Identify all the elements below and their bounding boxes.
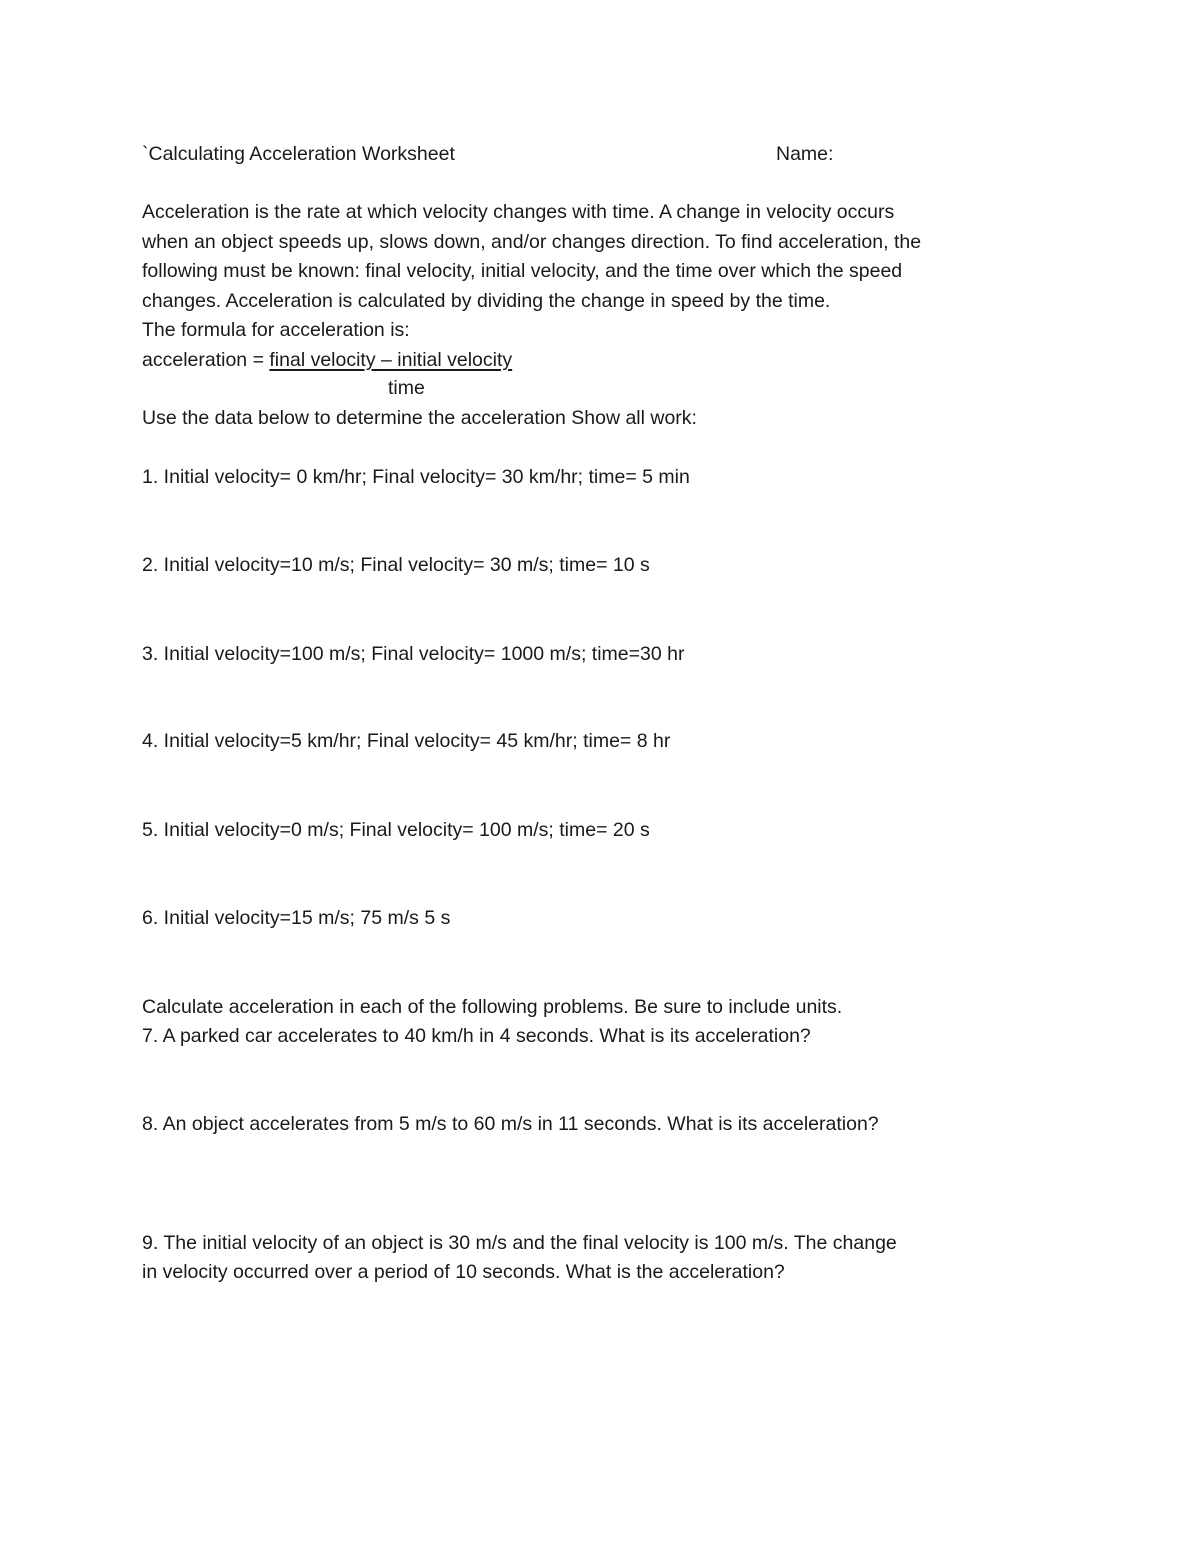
formula-lhs: acceleration = <box>142 349 270 371</box>
problem-9-line-1: 9. The initial velocity of an object is 30 m/s and the final velocity is 100 m/s. The change <box>142 1232 897 1254</box>
name-label: Name: <box>776 143 834 165</box>
problem-4: 4. Initial velocity=5 km/hr; Final velocity= 45 km/hr; time= 8 hr <box>142 730 671 752</box>
intro-line-2: when an object speeds up, slows down, and/or changes direction. To find acceleration, the <box>142 231 922 253</box>
intro-line-1: Acceleration is the rate at which velocity changes with time. A change in velocity occurs <box>142 201 895 223</box>
formula-numerator: final velocity – initial velocity <box>269 349 513 371</box>
problem-8: 8. An object accelerates from 5 m/s to 60 m/s in 11 seconds. What is its acceleration? <box>142 1113 879 1135</box>
problem-3: 3. Initial velocity=100 m/s; Final velocity= 1000 m/s; time=30 hr <box>142 643 685 665</box>
formula-intro: The formula for acceleration is: <box>142 319 410 341</box>
formula-denominator: time <box>388 377 425 399</box>
problem-5: 5. Initial velocity=0 m/s; Final velocity= 100 m/s; time= 20 s <box>142 819 650 841</box>
intro-line-3: following must be known: final velocity, initial velocity, and the time over which the speed <box>142 260 903 282</box>
problem-6: 6. Initial velocity=15 m/s; 75 m/s 5 s <box>142 907 451 929</box>
formula-line <box>142 346 512 375</box>
worksheet-title: `Calculating Acceleration Worksheet <box>142 143 455 165</box>
section-b-instruction: Calculate acceleration in each of the following problems. Be sure to include units. <box>142 996 843 1018</box>
problem-2: 2. Initial velocity=10 m/s; Final velocity= 30 m/s; time= 10 s <box>142 554 650 576</box>
problem-1: 1. Initial velocity= 0 km/hr; Final velocity= 30 km/hr; time= 5 min <box>142 466 690 488</box>
intro-line-4: changes. Acceleration is calculated by dividing the change in speed by the time. <box>142 290 831 312</box>
problem-9-line-2: in velocity occurred over a period of 10 seconds. What is the acceleration? <box>142 1261 785 1283</box>
data-instruction: Use the data below to determine the acceleration Show all work: <box>142 407 697 429</box>
problem-7: 7. A parked car accelerates to 40 km/h in 4 seconds. What is its acceleration? <box>142 1025 811 1047</box>
